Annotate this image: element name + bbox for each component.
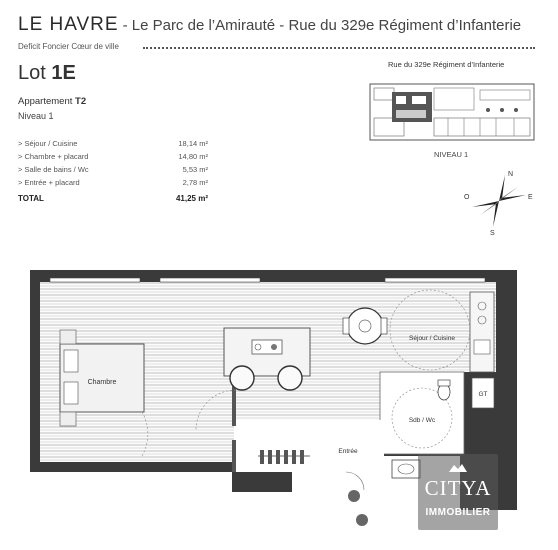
room-name: > Salle de bains / Wc [18,165,89,174]
keyplan-street: Rue du 329e Régiment d’Infanterie [388,60,505,69]
compass-n: N [508,171,514,178]
room-label-entree: Entrée [338,448,358,455]
keyplan-level: NIVEAU 1 [434,150,469,159]
dining-table [347,308,383,344]
subtitle: Deficit Foncier Cœur de ville [18,42,119,51]
room-row [18,165,208,176]
room-area: 18,14 m² [178,139,208,148]
room-name: > Chambre + placard [18,152,89,161]
compass-e: E [528,194,533,201]
citya-brand: CITYA [424,476,492,500]
page-title [18,14,521,36]
title-city: LE HAVRE [18,14,119,35]
armchair-2 [278,366,302,390]
citya-logo [418,454,498,530]
compass-icon [460,165,538,237]
armchair-1 [230,366,254,390]
coffee-table [252,340,282,354]
room-area: 5,53 m² [182,165,208,174]
total-area: 41,25 m² [175,194,208,203]
window-1 [160,278,260,282]
title-rule [143,47,535,49]
citya-mark-icon [448,462,468,474]
apartment-type-value: T2 [75,96,87,107]
total-row [18,194,208,205]
apartment-label: Appartement [18,96,73,107]
window-3 [50,278,140,282]
compass-s: S [490,230,495,237]
bathroom [380,372,464,454]
room-label-sdb: Sdb / Wc [408,417,436,424]
entry [234,420,384,472]
room-row [18,139,208,150]
toilet [438,384,450,400]
room-area: 14,80 m² [178,152,208,161]
compass-o: O [464,194,470,201]
entry-marker-2 [356,514,368,526]
lot-number: 1E [51,62,76,84]
room-label-chambre: Chambre [87,379,117,386]
gt-label: GT [478,391,488,398]
title-address: - Le Parc de l’Amirauté - Rue du 329e Régiment d’Infanterie [122,17,522,34]
room-name: > Séjour / Cuisine [18,139,78,148]
total-label: TOTAL [18,194,44,203]
apartment-level: Niveau 1 [18,111,54,121]
lot-heading [18,62,76,85]
entry-marker-1 [348,490,360,502]
citya-sub: IMMOBILIER [425,507,491,518]
washbasin [392,460,420,478]
keyplan-diagram [368,74,538,146]
window-2 [385,278,485,282]
apartment-type [18,96,86,107]
lot-prefix: Lot [18,62,46,84]
room-row [18,178,208,189]
room-name: > Entrée + placard [18,178,80,187]
room-row [18,152,208,163]
kitchen-counter [470,292,494,372]
room-label-sejour: Séjour / Cuisine [409,335,455,342]
room-area: 2,78 m² [182,178,208,187]
